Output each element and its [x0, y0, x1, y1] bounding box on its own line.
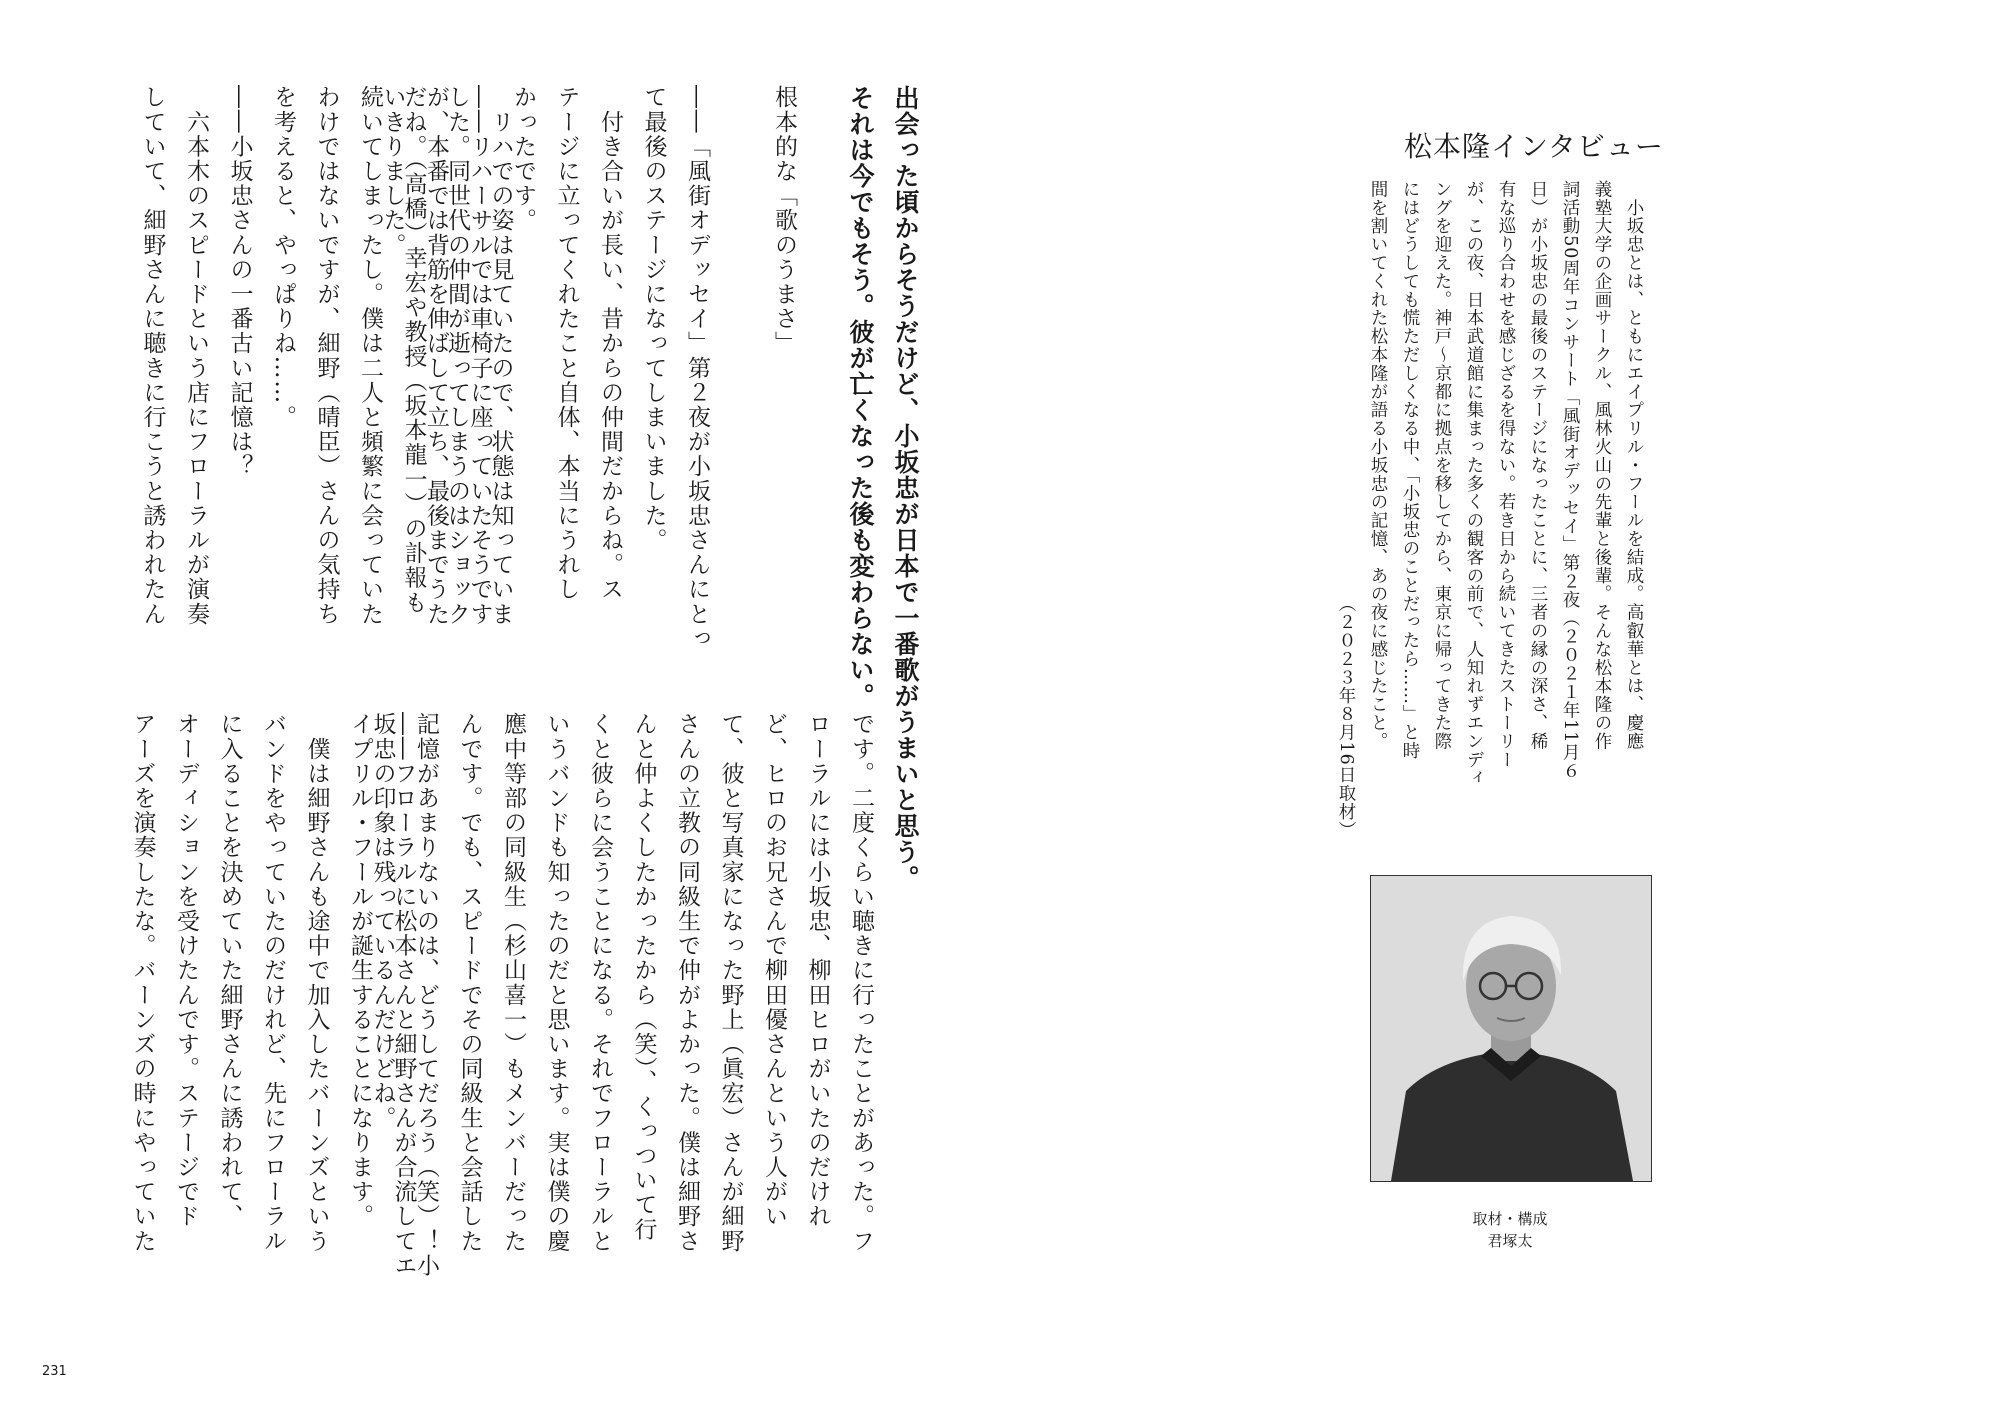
credit-block	[1380, 1208, 1640, 1252]
intro-text: 小坂忠とは、ともにエイプリル・フールを結成。高叡華とは、慶應 義塾大学の企画サークル、風林火山の先輩と後輩。そんな松本隆の作 詞活動50周年コンサート「風街オデッセイ」第２夜（２０２１年11月６ 日）が小坂忠の最後のステージになったことに、三者の縁の深さ、稀 有な巡り合わせを感じざるを得ない。若き日から続いてきたストーリー が、この夜、日本武道館に集まった多くの観客の前で、人知れずエンディ ングを迎えた。神戸～京都に拠点を移してから、東京に帰ってきた際 にはどうしても慌ただしくなる中、「小坂忠のことだったら……」と時 間を割いてくれた松本隆が語る小坂忠の記憶、あの夜に感じたこと。 （２０２３年８月16日取材）	[1336, 180, 1644, 840]
page-title: 松本隆インタビュー	[1404, 130, 1664, 163]
credit-role: 取材・構成	[1472, 1210, 1548, 1228]
body-column-4: ――フローラルに松本さんと細野さんが合流してエ イプリル・フールが誕生することになります。 僕は細野さんも途中で加入したバーンズという バンドをやっていたのだけれど、先にフローラル に入ることを決めていた細野さんに誘われて、 オーディションを受けたんです。ステージでド アーズを演奏したな。バーンズの時にやっていた	[129, 712, 417, 1278]
portrait-photo	[1370, 875, 1652, 1182]
lead-quote: 出会った頃からそうだけど、小坂忠が日本で一番歌がうまいと思う。 それは今でもそう。彼が亡くなった後も変わらない。	[846, 85, 920, 891]
page-number: 231	[42, 1364, 67, 1379]
body-column-3: です。二度くらい聴きに行ったことがあった。フ ローラルには小坂忠、柳田ヒロがいたのだけれ ど、ヒロのお兄さんで柳田優さんという人がい て、彼と写真家になった野上（眞宏）さんが細野 さんの立教の同級生で仲がよかった。僕は細野さ んと仲よくしたかったから（笑）、くっついて行 くと彼らに会うことになる。それでフローラルと いうバンドも知ったのだと思います。実は僕の慶 應中等部の同級生（杉山喜一）もメンバーだった んです。でも、スピードでその同級生と会話した 記憶があまりないのは、どうしてだろう（笑）！小 坂忠の印象は残っているんだけどね。	[369, 712, 874, 1278]
portrait-illustration-icon	[1371, 876, 1651, 1181]
credit-name: 君塚太	[1487, 1232, 1533, 1250]
body-column-2: リハでの姿は見ていたので、状態は知っていま した。同世代の仲間が逝ってしまうのはショック だね。（高橋）幸宏や教授（坂本龍一）の訃報も 続いてしまったし。僕は二人と頻繁に会っていた わけではないですが、細野（晴臣）さんの気持ち を考えると、やっぱりね……。 ――小坂忠さんの一番古い記憶は？ 六本木のスピードという店にフローラルが演奏 していて、細野さんに聴きに行こうと誘われたん	[139, 85, 514, 627]
body-column-1: 根本的な「歌のうまさ」 ――「風街オデッセイ」第２夜が小坂忠さんにとっ て最後のステージになってしまいました。 付き合いが長い、昔からの仲間だからね。ス テージに立ってくれたこと自体、本当にうれし かったです。 ――リハーサルでは車椅子に座っていたそうです が、本番では背筋を伸ばして立ち、最後までうた いきりました。	[379, 85, 797, 651]
